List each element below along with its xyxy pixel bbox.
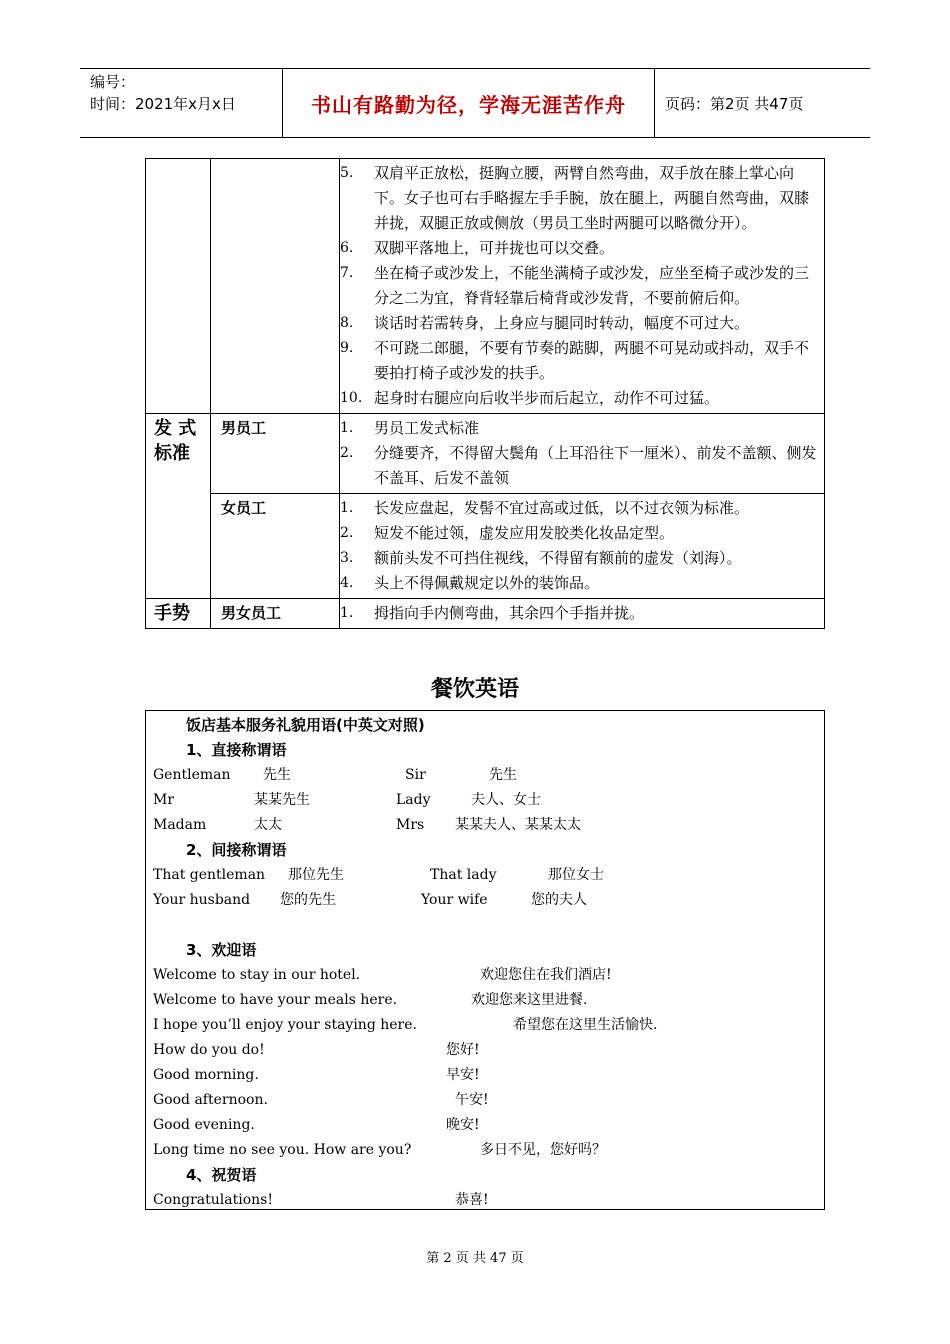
phrase-row	[153, 1113, 813, 1138]
female-label-cell	[211, 494, 340, 599]
english-phrase: How do you do!	[153, 1042, 265, 1058]
gesture-category-cell	[146, 599, 211, 629]
item-number: 7.	[340, 265, 354, 281]
chinese-phrase: 您好!	[446, 1042, 480, 1058]
item-number: 10.	[340, 390, 363, 406]
chinese-phrase: 太太	[254, 817, 282, 833]
male-items-list	[340, 416, 818, 491]
gesture-label: 男女员工	[221, 604, 282, 622]
item-text: 短发不能过领，虚发应用发胶类化妆品定型。	[374, 524, 675, 542]
female-items-list	[340, 496, 818, 596]
item-number: 8.	[340, 315, 354, 331]
header-motto: 书山有路勤为径，学海无涯苦作舟	[311, 92, 626, 117]
list-item	[340, 261, 818, 311]
chinese-phrase: 先生	[489, 767, 517, 783]
item-text: 长发应盘起，发髻不宜过高或过低，以不过衣领为标准。	[374, 499, 750, 517]
english-phrase: Mrs	[396, 817, 425, 833]
heading-welcome: 3、欢迎语	[186, 941, 257, 959]
hair-category-cell	[146, 414, 211, 599]
phrase-row	[153, 1138, 813, 1163]
item-number: 2.	[340, 525, 354, 541]
hair-category: 发 式标准	[154, 418, 197, 464]
item-text: 坐在椅子或沙发上，不能坐满椅子或沙发，应坐至椅子或沙发的三分之二为宜，脊背轻靠后椅背或沙发背，不要前俯后仰。	[374, 264, 810, 307]
chinese-phrase: 您的夫人	[531, 892, 587, 908]
english-phrase: Congratulations!	[153, 1192, 273, 1208]
item-text: 额前头发不可挡住视线，不得留有额前的虚发（刘海）。	[374, 549, 742, 567]
table-row	[146, 159, 825, 414]
english-phrase: That lady	[430, 867, 497, 883]
item-number: 1.	[340, 500, 354, 516]
phrase-row	[153, 863, 813, 888]
empty-category-cell	[146, 159, 211, 414]
item-number: 1.	[340, 420, 354, 436]
phrase-row	[153, 963, 813, 988]
gesture-items-cell	[340, 599, 825, 629]
female-items-cell	[340, 494, 825, 599]
header-page-info: 页码：第2页 共47页	[665, 94, 804, 113]
list-item	[340, 336, 818, 386]
list-item	[340, 571, 818, 596]
chinese-phrase: 希望您在这里生活愉快.	[513, 1017, 658, 1033]
sitting-items-list	[340, 161, 818, 411]
header-motto-cell	[283, 69, 655, 137]
gesture-items-list	[340, 601, 818, 626]
item-text: 谈话时若需转身，上身应与腿同时转动，幅度不可过大。	[374, 314, 750, 332]
sitting-items-cell	[340, 159, 825, 414]
gesture-category: 手势	[154, 603, 190, 624]
male-label-cell	[211, 414, 340, 494]
phrase-row	[153, 1038, 813, 1063]
table-row	[146, 414, 825, 494]
english-phrase: Good afternoon.	[153, 1092, 268, 1108]
phrase-row	[153, 1063, 813, 1088]
list-item	[340, 311, 818, 336]
chinese-phrase: 某某先生	[254, 792, 310, 808]
item-number: 6.	[340, 240, 354, 256]
table-row	[146, 494, 825, 599]
chinese-phrase: 恭喜!	[455, 1192, 489, 1208]
list-item	[340, 601, 818, 626]
item-number: 3.	[340, 550, 354, 566]
list-item	[340, 521, 818, 546]
list-item	[340, 236, 818, 261]
item-text: 双肩平正放松，挺胸立腰，两臂自然弯曲，双手放在膝上掌心向下。女子也可右手略握左手手腕，放在腿上，两腿自然弯曲，双膝并拢，双腿正放或侧放（男员工坐时两腿可以略微分开）。	[374, 164, 810, 232]
list-item	[340, 546, 818, 571]
standards-table	[145, 158, 825, 629]
item-text: 分缝要齐，不得留大鬓角（上耳沿往下一厘米）、前发不盖额、侧发不盖耳、后发不盖领	[374, 444, 817, 487]
chinese-phrase: 欢迎您住在我们酒店!	[480, 967, 612, 983]
box-title: 饭店基本服务礼貌用语(中英文对照)	[186, 716, 425, 734]
male-label: 男员工	[221, 419, 267, 437]
page-footer: 第 2 页 共 47 页	[426, 1251, 524, 1266]
chinese-phrase: 那位女士	[548, 867, 604, 883]
item-number: 1.	[340, 605, 354, 621]
chinese-phrase: 午安!	[455, 1092, 489, 1108]
english-phrase: Sir	[405, 767, 426, 783]
item-text: 头上不得佩戴规定以外的装饰品。	[374, 574, 600, 592]
item-number: 2.	[340, 445, 354, 461]
phrase-row	[153, 1088, 813, 1113]
page-header	[80, 68, 870, 138]
chinese-phrase: 那位先生	[288, 867, 344, 883]
item-text: 男员工发式标准	[374, 419, 480, 437]
chinese-phrase: 先生	[263, 767, 291, 783]
phrase-row	[153, 988, 813, 1013]
item-number: 4.	[340, 575, 354, 591]
english-phrase: Your wife	[421, 892, 488, 908]
chinese-phrase: 某某夫人、某某太太	[455, 817, 581, 833]
english-phrase: Gentleman	[153, 767, 231, 783]
english-phrase: I hope you’ll enjoy your staying here.	[153, 1017, 417, 1033]
heading-indirect-address: 2、间接称谓语	[186, 841, 287, 859]
english-phrase: Welcome to have your meals here.	[153, 992, 398, 1008]
english-phrase: Good morning.	[153, 1067, 259, 1083]
english-phrase: Good evening.	[153, 1117, 255, 1133]
english-phrase: Welcome to stay in our hotel.	[153, 967, 361, 983]
list-item	[340, 416, 818, 441]
chinese-phrase: 多日不见，您好吗？	[480, 1142, 606, 1158]
list-item	[340, 496, 818, 521]
header-meta	[80, 69, 283, 137]
phrase-row	[153, 888, 813, 913]
gesture-label-cell	[211, 599, 340, 629]
item-text: 拇指向手内侧弯曲，其余四个手指并拢。	[374, 604, 645, 622]
english-phrase: Your husband	[153, 892, 251, 908]
item-text: 不可跷二郎腿，不要有节奏的踮脚，两腿不可晃动或抖动，双手不要拍打椅子或沙发的扶手。	[374, 339, 810, 382]
phrase-row	[153, 788, 813, 813]
phrase-row	[153, 813, 813, 838]
chinese-phrase: 夫人、女士	[471, 792, 541, 808]
list-item	[340, 161, 818, 236]
empty-sub-cell	[211, 159, 340, 414]
table-row	[146, 599, 825, 629]
phrase-row	[153, 1013, 813, 1038]
english-phrase: Lady	[396, 792, 431, 808]
heading-congratulations: 4、祝贺语	[186, 1166, 257, 1184]
male-items-cell	[340, 414, 825, 494]
english-phrase: Mr	[153, 792, 175, 808]
item-text: 双脚平落地上，可并拢也可以交叠。	[374, 239, 615, 257]
chinese-phrase: 晚安!	[446, 1117, 480, 1133]
number-label: 编号：	[90, 73, 136, 91]
phrase-row	[153, 763, 813, 788]
phrase-row	[153, 1188, 813, 1213]
list-item	[340, 386, 818, 411]
item-text: 起身时右腿应向后收半步而后起立，动作不可过猛。	[374, 389, 720, 407]
english-phrase: Madam	[153, 817, 207, 833]
date-label: 时间：2021年x月x日	[90, 95, 236, 113]
section-title: 餐饮英语	[430, 677, 519, 702]
english-phrase: Long time no see you. How are you?	[153, 1142, 412, 1158]
female-label: 女员工	[221, 499, 267, 517]
phrase-box	[145, 710, 825, 1210]
english-phrase: That gentleman	[153, 867, 266, 883]
heading-direct-address: 1、直接称谓语	[186, 741, 287, 759]
chinese-phrase: 欢迎您来这里进餐.	[471, 992, 588, 1008]
chinese-phrase: 早安!	[446, 1067, 480, 1083]
list-item	[340, 441, 818, 491]
item-number: 5.	[340, 165, 354, 181]
item-number: 9.	[340, 340, 354, 356]
chinese-phrase: 您的先生	[280, 892, 336, 908]
